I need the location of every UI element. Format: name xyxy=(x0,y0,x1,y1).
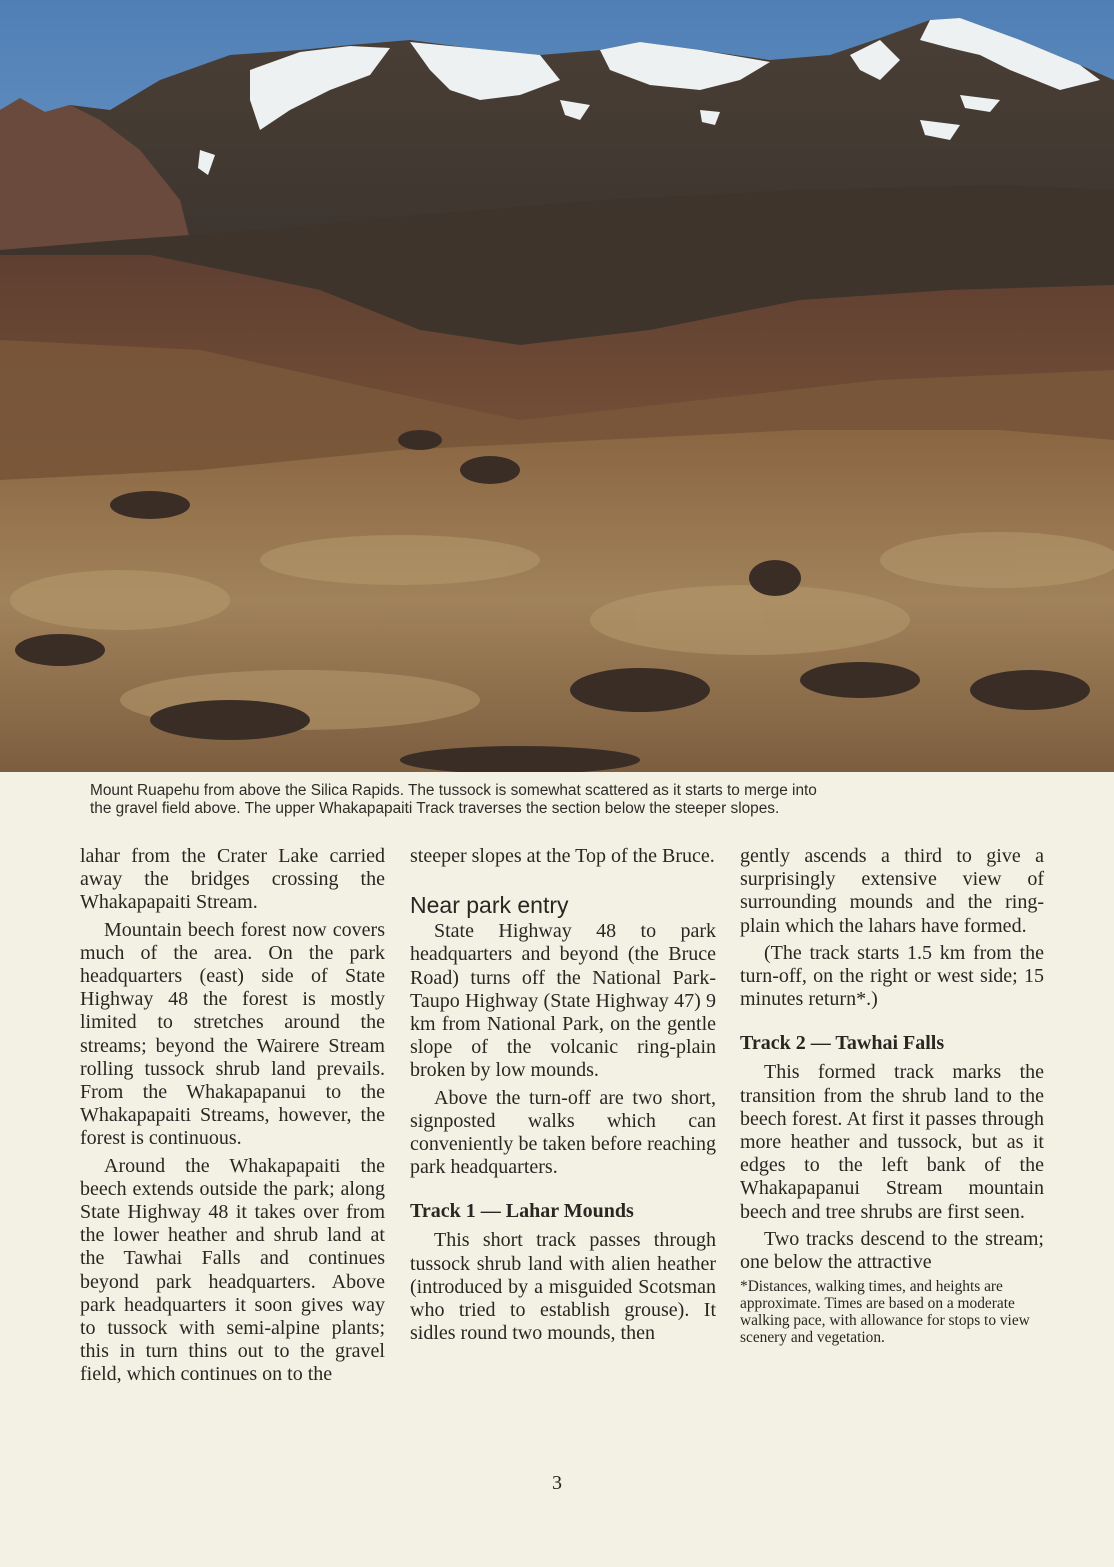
paragraph: Above the turn-off are two short, signposted walks which can conveniently be taken before reaching park headquarters. xyxy=(410,1086,716,1179)
paragraph: (The track starts 1.5 km from the turn-off, on the right or west side; 15 minutes return*.) xyxy=(740,941,1044,1011)
caption-line-1: Mount Ruapehu from above the Silica Rapids. The tussock is somewhat scattered as it starts to merge into xyxy=(90,782,817,799)
paragraph: This short track passes through tussock shrub land with alien heather (introduced by a misguided Scotsman who tried to establish grouse). It sidles round two mounds, then xyxy=(410,1229,716,1345)
landscape-illustration xyxy=(0,0,1114,772)
caption-line-2: the gravel field above. The upper Whakapapaiti Track traverses the section below the steeper slopes. xyxy=(90,800,780,817)
paragraph: Around the Whakapapaiti the beech extends outside the park; along State Highway 48 it takes over from the lower heather and shrub land at the Tawhai Falls and continues beyond park headquarters. Above park headquarters it soon gives way to tussock with semi-alpine plants; this in turn thins out to the gravel field, which continues on to the xyxy=(80,1154,385,1386)
text-column-3 xyxy=(740,845,1044,1350)
paragraph: This formed track marks the transition from the shrub land to the beech forest. At first it passes through more heather and tussock, but as it edges to the left bank of the Whakapapanui Stream mountain beech and tree shrubs are first seen. xyxy=(740,1061,1044,1223)
landscape-photo xyxy=(0,0,1114,772)
section-heading-near-park-entry: Near park entry xyxy=(410,892,569,919)
section-heading-track-1: Track 1 — Lahar Mounds xyxy=(410,1200,634,1223)
paragraph: Two tracks descend to the stream; one below the attractive xyxy=(740,1227,1044,1274)
paragraph: gently ascends a third to give a surprisingly extensive view of surrounding mounds and the ring-plain which the lahars have formed. xyxy=(740,845,1044,937)
paragraph: Mountain beech forest now covers much of the area. On the park headquarters (east) side of State Highway 48 the forest is mostly limited to stretches around the streams; beyond the Wairere Stream rolling tussock shrub land prevails. From the Whakapapanui to the Whakapapaiti Streams, however, the forest is continuous. xyxy=(80,918,385,1150)
page-number: 3 xyxy=(552,1472,562,1494)
text-column-2 xyxy=(410,845,716,1349)
photo-caption xyxy=(90,782,1050,818)
section-heading-track-2: Track 2 — Tawhai Falls xyxy=(740,1032,945,1055)
text-column-1 xyxy=(80,845,385,1391)
paragraph: steeper slopes at the Top of the Bruce. xyxy=(410,845,715,867)
paragraph: lahar from the Crater Lake carried away the bridges crossing the Whakapapaiti Stream. xyxy=(80,845,385,914)
footnote: *Distances, walking times, and heights are approximate. Times are based on a moderate walking pace, with allowance for stops to view scenery and vegetation. xyxy=(740,1278,1030,1347)
paragraph: State Highway 48 to park headquarters and beyond (the Bruce Road) turns off the National Park-Taupo Highway (State Highway 47) 9 km from National Park, on the gentle slope of the volcanic ring-plain broken by low mounds. xyxy=(410,920,716,1082)
